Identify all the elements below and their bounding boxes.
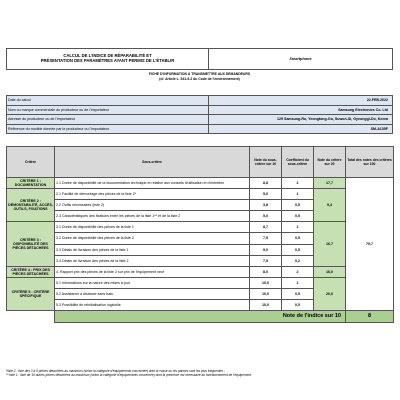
criterion-name: CRITÈRE 1 : DOCUMENTATION [7, 178, 55, 189]
subcriterion-note: 9,0 [250, 244, 282, 255]
info-value: Samsung Electronics Co. Ltd [209, 105, 393, 115]
info-value: 22.FEB.2022 [209, 96, 393, 106]
subcriterion-label: 3.1 Durée de disponibilité des pièces de la liste 1 [55, 222, 250, 233]
criterion-score: 16,7 [314, 222, 346, 266]
info-value: SM-A135F [209, 124, 393, 134]
col-critere: Critère [7, 147, 55, 178]
criteria-table [6, 146, 394, 323]
header-title [7, 49, 209, 70]
info-row [7, 96, 393, 106]
subcriterion-note: 8,8 [250, 178, 282, 189]
criteria-header-row [7, 147, 394, 178]
subcriterion-note: 5,0 [250, 189, 282, 200]
footnote-2: ** liste 1 : liste de 10 autres pièces détachées au maximum (selon la catégorie d'équipements concernée) dont la présence est nécessaire au fonctionnement de l'équipement. [6, 373, 252, 378]
info-label: Adresse du producteur ou de l'importateur [7, 115, 209, 125]
table-row [7, 222, 394, 233]
criterion-name: CRITÈRE 2 : DÉMONTABILITÉ, ACCÈS, OUTILS, FIXATIONS [7, 189, 55, 222]
info-label: Référence du modèle donnée par le producteur ou l'importateur [7, 124, 209, 134]
table-row [7, 178, 394, 189]
info-label: Date du calcul [7, 96, 209, 106]
subcriterion-label: 5.2 Assistance à distance sans frais [55, 288, 250, 299]
col-total: Total des notes des critères sur 100 [346, 147, 394, 178]
info-label: Nom ou marque commerciale du producteur ou de l'importateur [7, 105, 209, 115]
criterion-name: CRITÈRE 3 : DISPONIBILITÉ DES PIÈCES DÉTACHÉES [7, 222, 55, 266]
subcriterion-label: 2.1 Facilité de démontage des pièces de la liste 2* [55, 189, 250, 200]
subcriterion-note: 7,5 [250, 255, 282, 266]
info-row [7, 124, 393, 134]
criterion-score: 9,4 [314, 189, 346, 222]
subcriterion-label: 2.3 Caractéristiques des fixations entre les pièces de la liste 1** et de la liste 2 [55, 211, 250, 222]
col-note-sous-critere: Note du sous-critère sur 10 [250, 147, 282, 178]
subcriterion-note: 8,0 [250, 266, 282, 277]
info-table [6, 95, 393, 134]
subcriterion-coef: 0,5 [282, 200, 314, 211]
footnotes [6, 369, 393, 378]
table-row [7, 189, 394, 200]
col-sous-critere: Sous-critère [55, 147, 250, 178]
col-coefficient: Coefficient du sous-critère [282, 147, 314, 178]
subcriterion-label: 4. Rapport prix des pièces de la liste 2 sur prix de l'équipement neuf [55, 266, 250, 277]
subcriterion-note: 10,0 [250, 277, 282, 288]
info-row [7, 115, 393, 125]
subcriterion-note: 10,0 [250, 288, 282, 299]
criterion-name: CRITÈRE 4 : PRIX DES PIÈCES DÉTACHÉES [7, 266, 55, 277]
table-row [7, 277, 394, 288]
subcriterion-note: 7,5 [250, 233, 282, 244]
header-title-line1: CALCUL DE L'INDICE DE RÉPARABILITÉ ET [63, 53, 152, 59]
footnote-1: *liste 2 : liste des 3 à 5 pièces détachées au maximum (selon la catégorie d'équipements concernée) dont la casse ou les pannes sont les plus fréquentes ; [6, 369, 225, 373]
subcriterion-coef: 1 [282, 277, 314, 288]
criterion-score: 16,0 [314, 266, 346, 277]
subcriterion-label: 3.2 Durée de disponibilité des pièces de la liste 2 [55, 233, 250, 244]
subcriterion-label: 1.1 Durée de disponibilité de la documentation technique et relative aux conseils d'utilisation et d'entretien [55, 178, 250, 189]
subcriterion-coef: 0,2 [282, 255, 314, 266]
subcriterion-label: 5.1 Informations sur la nature des mises à jour [55, 277, 250, 288]
criterion-score: 20,0 [314, 277, 346, 310]
subcriterion-label: 3.4 Délais de livraison des pièces de la liste 2 [55, 255, 250, 266]
subcriterion-note: 3,8 [250, 200, 282, 211]
subcriterion-coef: 2 [282, 178, 314, 189]
fiche-heading [6, 72, 393, 81]
final-score-label: Note de l'indice sur 10 [55, 311, 346, 323]
subcriterion-coef: 0,5 [282, 211, 314, 222]
subcriterion-coef: 1 [282, 189, 314, 200]
criterion-score: 17,7 [314, 178, 346, 189]
subcriterion-coef: 0,5 [282, 233, 314, 244]
final-score-value: 8 [346, 311, 394, 323]
subcriterion-coef: 2 [282, 266, 314, 277]
final-score-row [7, 311, 394, 323]
col-note-critere: Note du critère sur 20 [314, 147, 346, 178]
subcriterion-label: 5.3 Possibilité de réinitialisation logicielle [55, 300, 250, 311]
final-spacer [7, 311, 55, 323]
header-table [6, 48, 393, 70]
fiche-line2: (cf. Article L. 541-9-2 du Code de l'environnement) [159, 76, 240, 81]
table-row [7, 266, 394, 277]
total-score: 79,7 [346, 178, 394, 311]
subcriterion-note: 10,0 [250, 300, 282, 311]
fiche-line1: FICHE D'INFORMATION À TRANSMETTRE AUX DEMANDEURS [148, 72, 251, 76]
subcriterion-coef: 0,5 [282, 300, 314, 311]
subcriterion-label: 3.3 Délais de livraison des pièces de la liste 1 [55, 244, 250, 255]
product-type: Smartphone [209, 49, 393, 70]
subcriterion-coef: 0,5 [282, 288, 314, 299]
subcriterion-label: 2.2 Outils nécessaires (liste 2) [55, 200, 250, 211]
subcriterion-note: 5,0 [250, 211, 282, 222]
subcriterion-note: 8,7 [250, 222, 282, 233]
info-row [7, 105, 393, 115]
subcriterion-coef: 0,5 [282, 244, 314, 255]
criterion-name: CRITÈRE 5 : CRITÈRE SPÉCIFIQUE [7, 277, 55, 310]
header-title-line2: PRÉSENTATION DES PARAMÈTRES AYANT PERMIS DE L'ÉTABLIR [40, 58, 175, 63]
info-value: 129 Samsung-Ro, Yeongtong-Gu, Suwon-Si, Gyeonggi-Do, Korea [209, 115, 393, 125]
subcriterion-coef: 1 [282, 222, 314, 233]
